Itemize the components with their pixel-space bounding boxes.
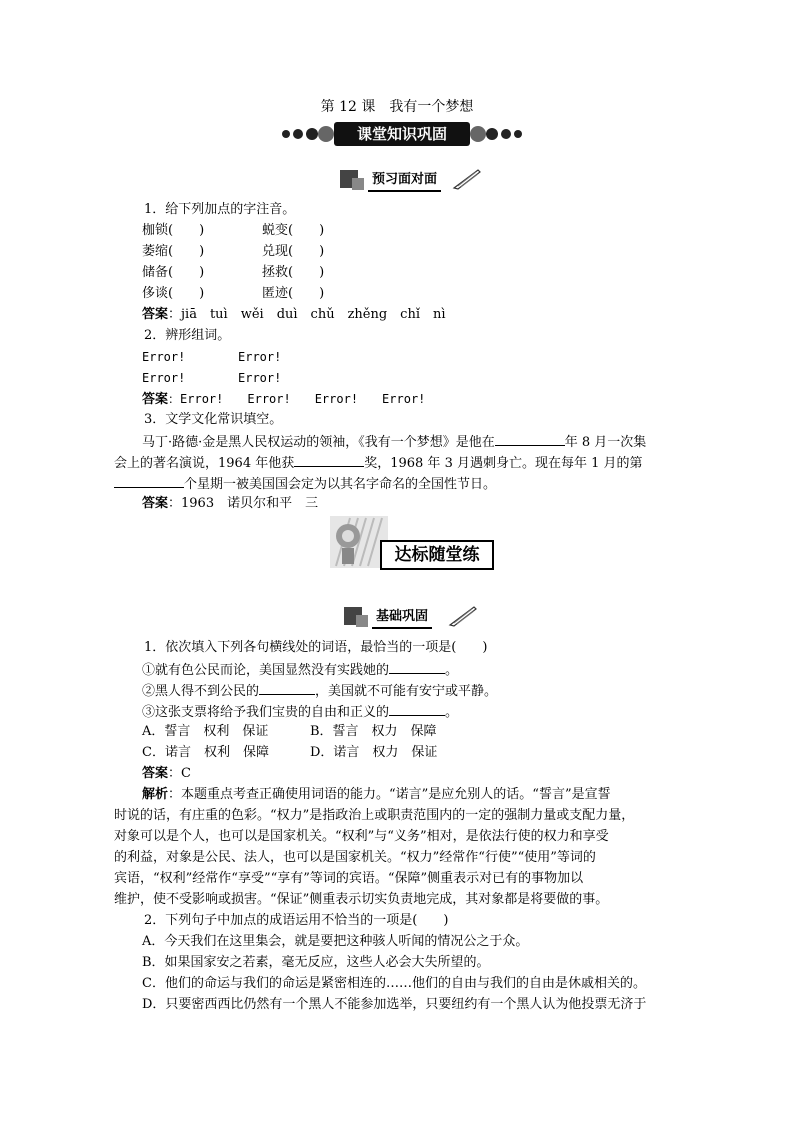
answer-text: ：Error! Error! Error! Error! <box>168 392 426 406</box>
answer-label: 答案 <box>142 496 169 511</box>
phonetic-item: 兑现( ) <box>262 244 325 259</box>
option-c: C．他们的命运与我们的命运是紧密相连的……他们的自由与我们的自由是休戚相关的。 <box>142 976 646 991</box>
text-span: 个星期一被美国国会定为以其名字命名的全国性节日。 <box>184 477 497 492</box>
analysis-line: 维护，使不受影响或损害。“保证”侧重表示切实负责地完成，其对象都是将要做的事。 <box>114 892 609 907</box>
phonetic-item: 侈谈( ) <box>142 286 205 301</box>
answer-text: ：C <box>168 766 191 781</box>
paragraph-line <box>142 431 646 453</box>
fill-blank <box>389 659 445 674</box>
fill-blank <box>114 473 184 488</box>
text-span: ①就有色公民而论，美国显然没有实践她的 <box>142 663 390 678</box>
answer-line <box>142 764 191 784</box>
answer-label: 答案 <box>142 307 169 322</box>
question-stem: 1．给下列加点的字注音。 <box>144 202 296 217</box>
text-span: 马丁·路德·金是黑人民权运动的领袖，《我有一个梦想》是他在 <box>142 435 495 450</box>
section-title: 预习面对面 <box>368 170 441 192</box>
fill-blank <box>389 701 445 716</box>
analysis-line: 对象可以是个人，也可以是国家机关。“权利”与“义务”相对，是依法行使的权力和享受 <box>114 829 609 844</box>
lesson-title: 第 12 课 我有一个梦想 <box>320 99 474 115</box>
banner-title: 课堂知识巩固 <box>334 122 470 146</box>
option-c: C．诺言 权利 保障 <box>142 745 269 760</box>
answer-text: ：jiā tuì wěi duì chǔ zhěng chǐ nì <box>168 307 446 322</box>
text-span: ③这张支票将给予我们宝贵的自由和正义的 <box>142 705 390 720</box>
phonetic-item: 储备( ) <box>142 265 205 280</box>
analysis-line: 时说的话，有庄重的色彩。“权力”是指政治上或职责范围内的一定的强制力量或支配力量， <box>114 808 635 823</box>
square-icon <box>352 178 364 190</box>
answer-text: ：1963 诺贝尔和平 三 <box>168 496 319 511</box>
phonetic-item: 蜕变( ) <box>262 223 325 238</box>
section-header-preview <box>340 168 490 192</box>
analysis-line: 的利益，对象是公民、法人，也可以是国家机关。“权力”经常作“行使”“使用”等词的 <box>114 850 596 865</box>
pen-icon <box>448 605 478 627</box>
sentence-line <box>142 680 497 702</box>
text-span: ②黑人得不到公民的 <box>142 684 260 699</box>
error-field: Error! <box>238 350 282 364</box>
error-field: Error! <box>142 371 186 385</box>
text-span: 。 <box>445 705 459 720</box>
section-header-practice <box>330 516 492 568</box>
answer-line <box>142 305 446 325</box>
error-field: Error! <box>238 371 282 385</box>
analysis-line: 宾语，“权利”经常作“享受”“享有”等词的宾语。“保障”侧重表示对已有的事物加以 <box>114 871 584 886</box>
analysis-line <box>142 785 611 805</box>
fill-blank <box>294 452 364 467</box>
answer-label: 答案 <box>142 766 169 781</box>
sentence-line <box>142 701 458 723</box>
answer-line <box>142 494 318 514</box>
text-span: 会上的著名演说，1964 年他获 <box>114 456 295 471</box>
text-span: ：本题重点考查正确使用词语的能力。“诺言”是应允别人的话。“誓言”是宣誓 <box>168 787 611 802</box>
fill-blank <box>259 680 315 695</box>
answer-label: 答案 <box>142 392 169 407</box>
fill-blank <box>495 431 565 446</box>
phonetic-item: 匿迹( ) <box>262 286 325 301</box>
sentence-line <box>142 659 458 681</box>
paragraph-line <box>114 473 496 495</box>
text-span: 。 <box>445 663 459 678</box>
question-stem: 1．依次填入下列各句横线处的词语，最恰当的一项是( ) <box>144 640 488 655</box>
option-b: B．如果国家安之若素，毫无反应，这些人必会大失所望的。 <box>142 955 490 970</box>
paragraph-line <box>114 452 643 474</box>
option-a: A．誓言 权利 保证 <box>142 724 269 739</box>
pen-icon <box>452 168 482 190</box>
section-banner <box>276 120 528 148</box>
answer-line <box>142 389 425 410</box>
section-title: 基础巩固 <box>372 607 432 629</box>
analysis-label: 解析 <box>142 787 169 802</box>
section-title: 达标随堂练 <box>380 540 494 570</box>
question-stem: 2．辨形组词。 <box>144 328 231 343</box>
section-header-basic <box>344 605 494 629</box>
error-field: Error! <box>142 350 186 364</box>
phonetic-item: 枷锁( ) <box>142 223 205 238</box>
option-a: A．今天我们在这里集会，就是要把这种骇人听闻的情况公之于众。 <box>142 934 529 949</box>
option-d: D．诺言 权力 保证 <box>310 745 438 760</box>
phonetic-item: 拯救( ) <box>262 265 325 280</box>
option-b: B．誓言 权力 保障 <box>310 724 437 739</box>
question-stem: 2．下列句子中加点的成语运用不恰当的一项是( ) <box>144 913 449 928</box>
square-icon <box>356 615 368 627</box>
text-span: ，美国就不可能有安宁或平静。 <box>315 684 498 699</box>
option-d: D．只要密西西比仍然有一个黑人不能参加选举，只要纽约有一个黑人认为他投票无济于 <box>142 997 647 1012</box>
phonetic-item: 萎缩( ) <box>142 244 205 259</box>
text-span: 年 8 月一次集 <box>564 435 647 450</box>
text-span: 奖，1968 年 3 月遇刺身亡。现在每年 1 月的第 <box>364 456 643 471</box>
question-stem: 3．文学文化常识填空。 <box>144 412 283 427</box>
